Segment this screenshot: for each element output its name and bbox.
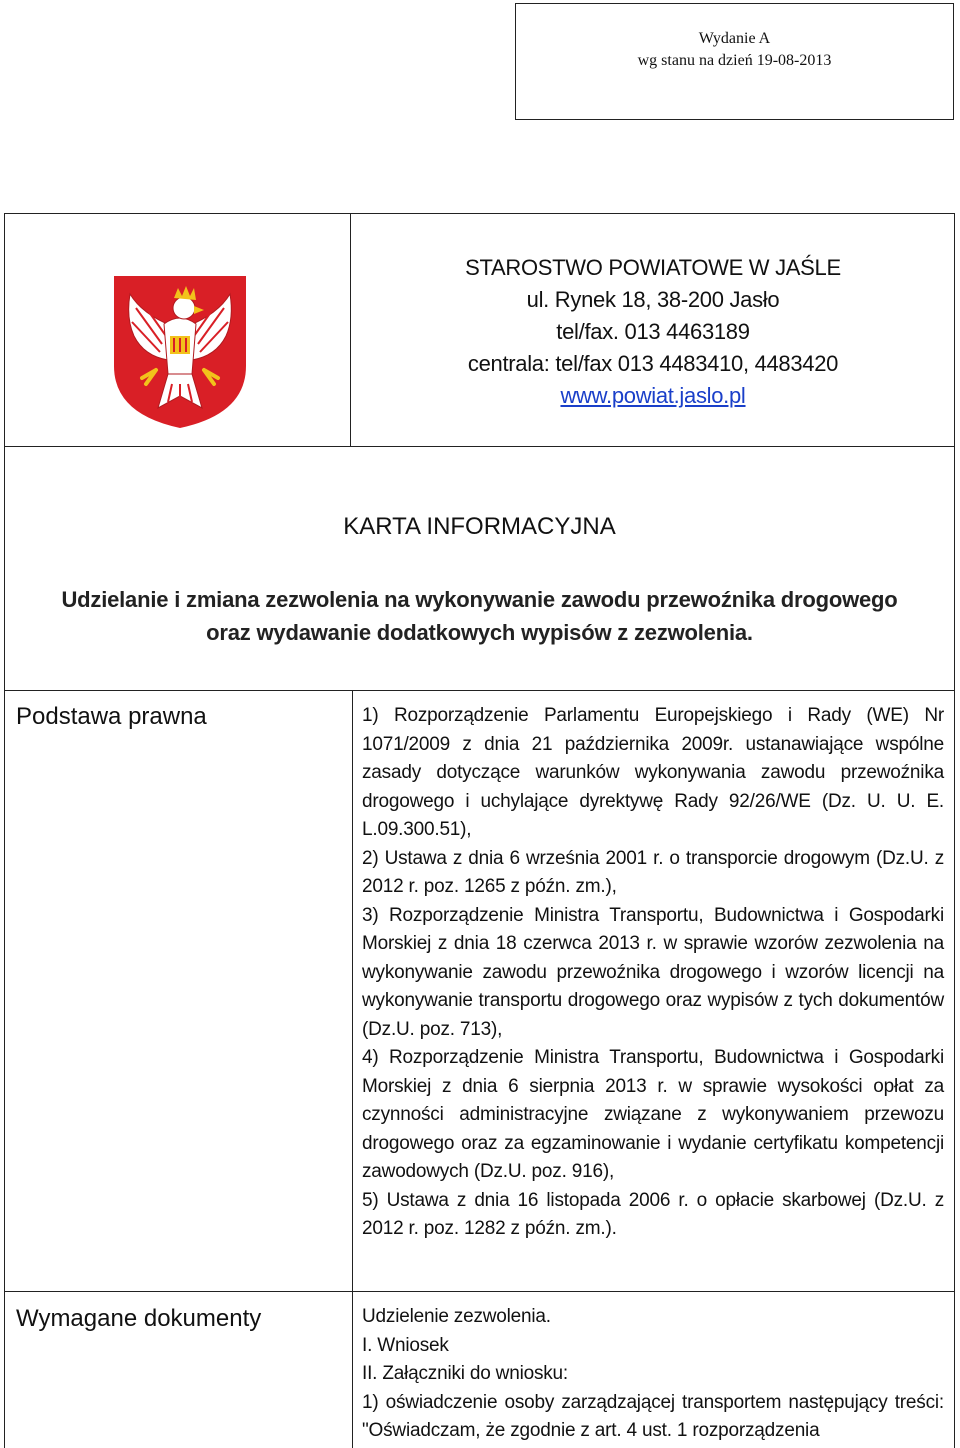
required-docs-line-4: 1) oświadczenie osoby zarządzającej transportem następujący treści: "Oświadczam, że zgodnie z art. 4 ust. 1 rozporządzenia — [362, 1391, 944, 1441]
edition-box — [515, 3, 954, 120]
legal-basis-item-1: 1) Rozporządzenie Parlamentu Europejskiego i Rady (WE) Nr 1071/2009 z dnia 21 października 2009r. ustanawiające wspólne zasady dotyczące warunków wykonywania zawodu przewoźnika drogowego i uchylające dyrektywę Rady 92/26/WE (Dz. U. U. E. L.09.300.51), — [362, 705, 944, 840]
card-subtitle — [5, 583, 954, 649]
legal-basis-list — [362, 702, 944, 1244]
edition-label: Wydanie A — [698, 30, 771, 47]
edition-date: wg stanu na dzień 19-08-2013 — [637, 52, 832, 69]
office-telfax: tel/fax. 013 4463189 — [556, 319, 750, 344]
legal-basis-item-5: 5) Ustawa z dnia 16 listopada 2006 r. o opłacie skarbowej (Dz.U. z 2012 r. poz. 1282 z późn. zm.). — [362, 1189, 944, 1239]
legal-basis-item-3: 3) Rozporządzenie Ministra Transportu, Budownictwa i Gospodarki Morskiej z dnia 18 czerwca 2013 r. w sprawie wzorów zezwolenia na wykonywanie zawodu przewoźnika drogowego i wzorów licencji na wykonywanie transportu drogowego oraz wypisów z tych dokumentów (Dz.U. poz. 713), — [362, 904, 944, 1040]
office-address-block — [352, 214, 954, 412]
office-central-phone: centrala: tel/fax 013 4483410, 4483420 — [467, 351, 839, 376]
card-subtitle-line2: oraz wydawanie dodatkowych wypisów z zezwolenia. — [206, 620, 753, 645]
legal-basis-label: Podstawa prawna — [16, 703, 207, 730]
legal-basis-item-2: 2) Ustawa z dnia 6 września 2001 r. o transporcie drogowym (Dz.U. z 2012 r. poz. 1265 z późn. zm.), — [362, 847, 944, 897]
legal-basis-item-4: 4) Rozporządzenie Ministra Transportu, Budownictwa i Gospodarki Morskiej z dnia 6 sierpnia 2013 r. w sprawie wysokości opłat za czynności administracyjne związane z wykonywaniem przewozu drogowego oraz za egzaminowanie i wydanie certyfikatu kompetencji zawodowych (Dz.U. poz. 916), — [362, 1047, 944, 1182]
info-card-title-block — [4, 447, 955, 691]
required-documents-label: Wymagane dokumenty — [16, 1305, 262, 1332]
required-docs-line-1: Udzielenie zezwolenia. — [362, 1306, 551, 1327]
card-title: KARTA INFORMACYJNA — [343, 513, 616, 540]
office-address: ul. Rynek 18, 38-200 Jasło — [526, 287, 780, 312]
table-column-divider — [352, 691, 353, 1448]
card-subtitle-line1: Udzielanie i zmiana zezwolenia na wykonywanie zawodu przewoźnika drogowego — [61, 587, 898, 612]
website-link[interactable]: www.powiat.jaslo.pl — [560, 383, 746, 408]
required-documents-list — [362, 1303, 944, 1446]
table-row-divider — [4, 1291, 955, 1292]
office-name: STAROSTWO POWIATOWE W JAŚLE — [465, 255, 841, 280]
coat-of-arms-eagle-icon — [112, 274, 248, 430]
required-docs-line-2: I. Wniosek — [362, 1334, 449, 1356]
required-docs-line-3: II. Załączniki do wniosku: — [362, 1363, 568, 1384]
office-header — [4, 213, 955, 447]
logo-cell — [5, 214, 351, 446]
